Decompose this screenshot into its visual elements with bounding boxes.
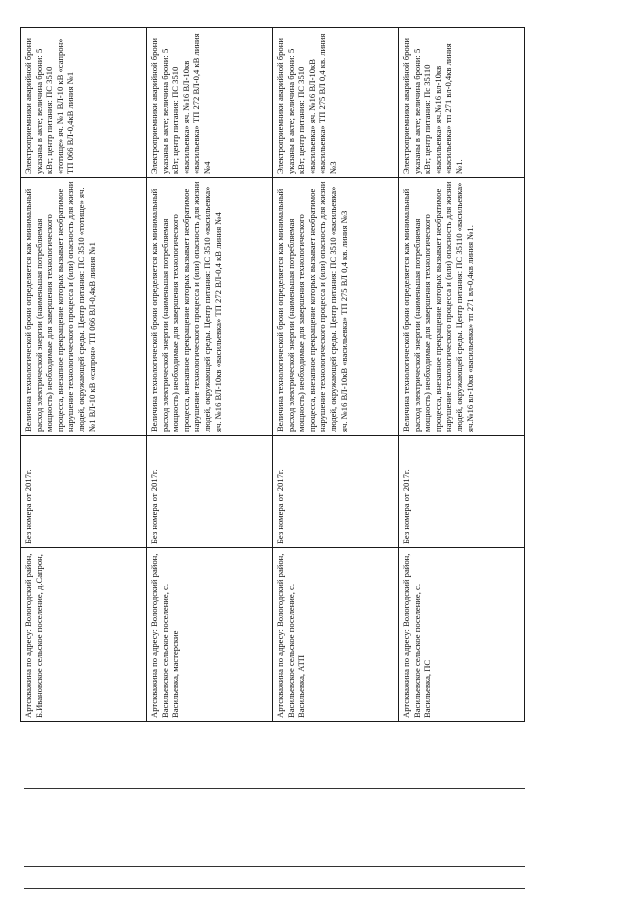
address-cell: Артскважина по адресу: Вологодский район, Б.Ивановское сельское поселение, д.Сапрон, bbox=[21, 548, 147, 722]
justification-cell: Величина технологической брони определяется как минимальный расход электрической энергии (наименьшая потребляемая мощность) необходимые для завершения технологического процесса, внезапное прекращение которых вызывает необратимое нарушение технологического процесса и (или) опасность для жизни людей, окружающей среды. Центр питания: ПС 3510 «тотище» яч. №1 ВЛ-10 кВ «сапрон» ТП 066 ВЛ-0,4кВ линия №1 bbox=[21, 178, 147, 436]
address-cell: Артскважина по адресу: Вологодский район, Васильевское сельское поселение, с. Васильевка, ПС bbox=[399, 548, 525, 722]
table-row bbox=[273, 28, 399, 722]
document-cell: Без номера от 2017г. bbox=[273, 436, 399, 548]
divider-line bbox=[24, 788, 525, 789]
table-row bbox=[399, 28, 525, 722]
justification-cell: Величина технологической брони определяется как минимальный расход электрической энергии (наименьшая потребляемая мощность) необходимые для завершения технологического процесса, внезапное прекращение которых вызывает необратимое нарушение технологического процесса и (или) опасность для жизни людей, окружающей среды. Центр питания: ПС 3510 «васильевка» яч. №16 ВЛ-10кВ «васильевка» ТП 275 ВЛ 0,4 кв. линия №3 bbox=[273, 178, 399, 436]
rotated-table-frame bbox=[20, 28, 525, 722]
document-cell: Без номера от 2017г. bbox=[147, 436, 273, 548]
reserve-cell: Электроприемники аварийной брони указаны в акте; величина брони: 5 кВт; центр питания: ПС 3510 «тотище» яч. №1 ВЛ-10 кВ «сапрон» ТП 066 ВЛ-0,4кВ линия №1 bbox=[21, 28, 147, 178]
document-cell: Без номера от 2017г. bbox=[399, 436, 525, 548]
address-cell: Артскважина по адресу: Вологодский район, Васильевское сельское поселение, с. Васильевка, мастерские bbox=[147, 548, 273, 722]
table-row bbox=[21, 28, 147, 722]
divider-line bbox=[24, 866, 525, 867]
reserve-cell: Электроприемники аварийной брони указаны в акте; величина брони: 5 кВт; центр питания: ПС 3510 «васильевка» яч. №16 ВЛ-10кВ «васильевка» ТП 275 ВЛ 0,4 кв. линия №3 bbox=[273, 28, 399, 178]
justification-cell: Величина технологической брони определяется как минимальный расход электрической энергии (наименьшая потребляемая мощность) необходимые для завершения технологического процесса, внезапное прекращение которых вызывает необратимое нарушение технологического процесса и (или) опасность для жизни людей, окружающей среды. Центр питания: ПС 3510 «васильевка» яч. №16 ВЛ-10кв «васильевка» ТП 272 ВЛ-0,4 кВ линия №4 bbox=[147, 178, 273, 436]
reserve-cell: Электроприемники аварийной брони указаны в акте; величина брони: 5 кВт; центр питания: Пс 35110 «васильевка» яч.№16 вл-10кв «васильевка» тп 271 вл-0,4кв линия №1. bbox=[399, 28, 525, 178]
address-cell: Артскважина по адресу: Вологодский район, Васильевское сельское поселение, с. Васильевка, АТП bbox=[273, 548, 399, 722]
reserve-table bbox=[20, 27, 525, 722]
reserve-cell: Электроприемники аварийной брони указаны в акте; величина брони: 5 кВт; центр питания: ПС 3510 «васильевка» яч. №16 ВЛ-10кв «васильевка» ТП 272 ВЛ-0,4 кВ линия №4 bbox=[147, 28, 273, 178]
divider-line bbox=[24, 888, 525, 889]
table-row bbox=[147, 28, 273, 722]
document-cell: Без номера от 2017г. bbox=[21, 436, 147, 548]
justification-cell: Величина технологической брони определяется как минимальный расход электрической энергии (наименьшая потребляемая мощность) необходимые для завершения технологического процесса, внезапное прекращение которых вызывает необратимое нарушение технологического процесса и (или) опасность для жизни людей, окружающей среды. Центр питания: ПС 35110 «васильевка» яч.№16 вл-10кв «васильевка» тп 271 вл-0,4кв линия №1. bbox=[399, 178, 525, 436]
